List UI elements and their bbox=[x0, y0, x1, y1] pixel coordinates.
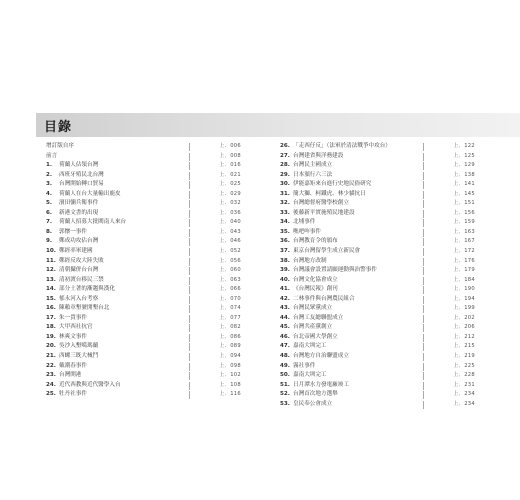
toc-entry-page: 上．036 bbox=[219, 209, 241, 216]
toc-entry-page: 上．070 bbox=[219, 295, 241, 302]
toc-entry-divider bbox=[423, 343, 424, 351]
toc-entry-number: 51. bbox=[280, 381, 290, 388]
toc-entry-divider bbox=[423, 267, 424, 275]
toc-entry-number: 46. bbox=[280, 333, 290, 340]
toc-entry[interactable] bbox=[280, 285, 475, 295]
toc-entry[interactable] bbox=[280, 400, 475, 410]
toc-entry-divider bbox=[189, 181, 190, 189]
toc-entry-divider bbox=[423, 181, 424, 189]
toc-entry-number: 36. bbox=[280, 238, 290, 245]
toc-entry[interactable] bbox=[46, 257, 241, 267]
toc-entry-divider bbox=[423, 229, 424, 237]
toc-entry[interactable] bbox=[46, 362, 241, 372]
toc-entry-number: 10. bbox=[46, 248, 56, 255]
toc-entry-page: 上．231 bbox=[453, 381, 475, 388]
toc-entry-page: 上．194 bbox=[453, 295, 475, 302]
toc-entry-page: 上．008 bbox=[219, 152, 241, 159]
toc-entry-number: 50. bbox=[280, 372, 290, 379]
toc-entry-number: 12. bbox=[46, 267, 56, 274]
toc-entry[interactable] bbox=[280, 180, 475, 190]
toc-entry-title: 部分土著的漸趨與漢化 bbox=[59, 286, 115, 293]
toc-entry-divider bbox=[423, 219, 424, 227]
toc-entry-number: 52. bbox=[280, 391, 290, 398]
toc-heading-banner bbox=[36, 113, 520, 137]
toc-entry[interactable] bbox=[46, 342, 241, 352]
toc-entry-title: 鄭成功攻佔台灣 bbox=[59, 238, 99, 245]
toc-entry-divider bbox=[423, 391, 424, 399]
toc-entry-page: 上．066 bbox=[219, 286, 241, 293]
toc-entry-title: 台灣地方自治聯盟成立 bbox=[293, 353, 349, 360]
toc-entry-number: 11. bbox=[46, 257, 56, 264]
toc-entry-divider bbox=[189, 200, 190, 208]
toc-entry-page: 上．108 bbox=[219, 381, 241, 388]
toc-entry-number: 16. bbox=[46, 305, 56, 312]
toc-entry-number: 17. bbox=[46, 314, 56, 321]
toc-entry-page: 上．102 bbox=[219, 372, 241, 379]
toc-entry[interactable] bbox=[280, 390, 475, 400]
toc-entry-title: 台灣地方改制 bbox=[293, 257, 327, 264]
toc-entry-page: 上．225 bbox=[453, 362, 475, 369]
toc-entry-title: 郁永河入台考察 bbox=[59, 295, 99, 302]
toc-entry-title: 台灣首次地方選舉 bbox=[293, 391, 338, 398]
toc-entry-number: 32. bbox=[280, 200, 290, 207]
toc-entry-number: 39. bbox=[280, 267, 290, 274]
toc-entry-number: 20. bbox=[46, 343, 56, 350]
toc-entry[interactable] bbox=[46, 285, 241, 295]
toc-entry-divider bbox=[189, 353, 190, 361]
toc-entry-divider bbox=[423, 372, 424, 380]
toc-entry-divider bbox=[189, 296, 190, 304]
toc-entry-number: 23. bbox=[46, 372, 56, 379]
toc-entry[interactable] bbox=[280, 142, 475, 152]
toc-entry-divider bbox=[423, 248, 424, 256]
toc-entry-title: 伊能嘉矩來台進行史地民俗研究 bbox=[293, 181, 372, 188]
toc-entry-title: 荷蘭人招募大批閩南人來台 bbox=[59, 219, 127, 226]
toc-entry-divider bbox=[423, 162, 424, 170]
toc-entry-title: 戴潮春事件 bbox=[59, 362, 87, 369]
toc-entry-number: 8. bbox=[46, 228, 53, 235]
toc-entry-page: 上．151 bbox=[453, 200, 475, 207]
toc-entry-page: 上．056 bbox=[219, 257, 241, 264]
toc-column-right bbox=[280, 142, 475, 409]
toc-entry-page: 上．052 bbox=[219, 248, 241, 255]
toc-entry-page: 上．025 bbox=[219, 181, 241, 188]
toc-entry-number: 43. bbox=[280, 305, 290, 312]
toc-entry[interactable] bbox=[46, 199, 241, 209]
toc-entry-number: 18. bbox=[46, 324, 56, 331]
toc-entry-title: 新港文書的出現 bbox=[59, 209, 99, 216]
toc-entry-number: 21. bbox=[46, 353, 56, 360]
toc-entry-title: 台灣共產黨創立 bbox=[293, 324, 333, 331]
toc-entry-number: 27. bbox=[280, 152, 290, 159]
toc-entry-title: 二林事件與台灣農民組合 bbox=[293, 295, 355, 302]
toc-entry-page: 上．199 bbox=[453, 305, 475, 312]
toc-entry-page: 上．125 bbox=[453, 152, 475, 159]
toc-entry[interactable] bbox=[280, 257, 475, 267]
toc-entry[interactable] bbox=[46, 295, 241, 305]
toc-entry-number: 9. bbox=[46, 238, 53, 245]
toc-entry-divider bbox=[423, 210, 424, 218]
toc-entry-divider bbox=[189, 267, 190, 275]
toc-entry-divider bbox=[423, 258, 424, 266]
toc-entry-page: 上．043 bbox=[219, 228, 241, 235]
toc-entry-divider bbox=[189, 305, 190, 313]
toc-entry-divider bbox=[189, 238, 190, 246]
toc-entry-divider bbox=[423, 200, 424, 208]
toc-entry[interactable] bbox=[280, 266, 475, 276]
toc-entry-title: 鄭經反攻大陸失敗 bbox=[59, 257, 104, 264]
toc-entry-number: 4. bbox=[46, 190, 53, 197]
toc-entry-title: 增訂版自序 bbox=[46, 143, 74, 149]
toc-entry-title: 東京台灣留學生成立新民會 bbox=[293, 248, 361, 255]
toc-entry[interactable] bbox=[280, 304, 475, 314]
toc-entry-title: 朱一貴事件 bbox=[59, 314, 87, 321]
toc-entry-title: 荷蘭人在台大量輸出鹿皮 bbox=[59, 190, 121, 197]
toc-entry-divider bbox=[189, 286, 190, 294]
toc-entry-title: 後藤新平實施殖民地建設 bbox=[293, 209, 355, 216]
toc-column-left bbox=[46, 142, 241, 400]
toc-heading: 目錄 bbox=[44, 120, 73, 135]
toc-entry-page: 上．176 bbox=[453, 257, 475, 264]
toc-entry[interactable] bbox=[280, 171, 475, 181]
toc-entry-number: 19. bbox=[46, 333, 56, 340]
toc-entry[interactable] bbox=[280, 381, 475, 391]
toc-entry-title: 郭懷一事件 bbox=[59, 228, 87, 235]
toc-entry-page: 上．179 bbox=[453, 267, 475, 274]
toc-entry-number: 30. bbox=[280, 181, 290, 188]
toc-entry-divider bbox=[423, 315, 424, 323]
toc-entry[interactable] bbox=[280, 333, 475, 343]
toc-entry-number: 44. bbox=[280, 314, 290, 321]
toc-entry-number: 47. bbox=[280, 343, 290, 350]
toc-entry-number: 1. bbox=[46, 162, 53, 169]
toc-entry-divider bbox=[189, 334, 190, 342]
toc-entry-title: 皇民奉公會成立 bbox=[293, 400, 333, 407]
toc-entry-divider bbox=[423, 191, 424, 199]
toc-entry-title: 台灣議會設置請願運動與治警事件 bbox=[293, 267, 377, 274]
toc-entry[interactable] bbox=[46, 276, 241, 286]
toc-entry-number: 22. bbox=[46, 362, 56, 369]
toc-entry-page: 上．156 bbox=[453, 209, 475, 216]
toc-entry-title: 北埔事件 bbox=[293, 219, 316, 226]
toc-entry-divider bbox=[189, 248, 190, 256]
toc-entry-title: 大甲西社抗官 bbox=[59, 324, 93, 331]
toc-entry-divider bbox=[423, 238, 424, 246]
toc-entry-page: 上．116 bbox=[219, 391, 241, 398]
toc-entry-title: 霧社事件 bbox=[293, 362, 316, 369]
toc-entry-page: 上．167 bbox=[453, 238, 475, 245]
toc-entry-divider bbox=[189, 391, 190, 399]
toc-entry-title: 《台灣民報》創刊 bbox=[293, 286, 338, 293]
toc-entry-number: 37. bbox=[280, 248, 290, 255]
toc-entry-divider bbox=[423, 286, 424, 294]
toc-entry-number: 2. bbox=[46, 171, 53, 178]
toc-entry[interactable] bbox=[280, 352, 475, 362]
toc-entry[interactable] bbox=[46, 237, 241, 247]
toc-entry-number: 38. bbox=[280, 257, 290, 264]
toc-entry[interactable] bbox=[46, 390, 241, 400]
toc-entry-title: 鄭經率軍建國 bbox=[59, 248, 93, 255]
toc-entry-page: 上．122 bbox=[453, 143, 475, 149]
toc-entry-divider bbox=[189, 191, 190, 199]
toc-entry-title: 近代西教與近代醫學入台 bbox=[59, 381, 121, 388]
toc-entry-page: 上．077 bbox=[219, 314, 241, 321]
toc-entry-page: 上．046 bbox=[219, 238, 241, 245]
toc-entry-number: 5. bbox=[46, 200, 53, 207]
toc-entry-page: 上．086 bbox=[219, 333, 241, 340]
toc-entry[interactable] bbox=[46, 209, 241, 219]
toc-entry-number: 6. bbox=[46, 209, 53, 216]
toc-entry-number: 28. bbox=[280, 162, 290, 169]
toc-entry-page: 上．234 bbox=[453, 391, 475, 398]
toc-entry-page: 上．190 bbox=[453, 286, 475, 293]
toc-entry-number: 40. bbox=[280, 276, 290, 283]
toc-entry-page: 上．206 bbox=[453, 324, 475, 331]
toc-entry-number: 34. bbox=[280, 219, 290, 226]
toc-entry-divider bbox=[189, 143, 190, 151]
toc-entry[interactable] bbox=[280, 362, 475, 372]
toc-entry[interactable] bbox=[280, 228, 475, 238]
toc-entry[interactable] bbox=[280, 209, 475, 219]
toc-entry-title: 清初渡台移民三禁 bbox=[59, 276, 104, 283]
toc-entry-title: 西螺三既大械鬥 bbox=[59, 353, 99, 360]
toc-entry-title: 台灣文化協會成立 bbox=[293, 276, 338, 283]
toc-entry-title: 嘉南大圳完工 bbox=[293, 372, 327, 379]
toc-entry[interactable] bbox=[46, 352, 241, 362]
toc-entry-page: 上．021 bbox=[219, 171, 241, 178]
toc-entry-page: 上．163 bbox=[453, 228, 475, 235]
toc-entry-title: 前言 bbox=[46, 152, 58, 159]
toc-entry-divider bbox=[189, 324, 190, 332]
toc-entry-number: 26. bbox=[280, 143, 290, 149]
toc-entry-divider bbox=[423, 143, 424, 151]
toc-entry-divider bbox=[423, 277, 424, 285]
toc-entry-title: 西班牙殖民北台灣 bbox=[59, 171, 104, 178]
toc-entry-divider bbox=[423, 296, 424, 304]
toc-entry-title: 清朝攝併台台灣 bbox=[59, 267, 99, 274]
toc-entry[interactable] bbox=[280, 199, 475, 209]
toc-entry[interactable] bbox=[280, 295, 475, 305]
toc-entry[interactable] bbox=[280, 218, 475, 228]
toc-entry-page: 上．219 bbox=[453, 353, 475, 360]
toc-entry-page: 上．138 bbox=[453, 171, 475, 178]
toc-entry[interactable] bbox=[46, 228, 241, 238]
toc-entry-page: 上．063 bbox=[219, 276, 241, 283]
toc-entry-divider bbox=[423, 334, 424, 342]
toc-entry-number: 41. bbox=[280, 286, 290, 293]
toc-entry-number: 33. bbox=[280, 209, 290, 216]
toc-entry-page: 上．234 bbox=[453, 400, 475, 407]
toc-entry[interactable] bbox=[46, 381, 241, 391]
toc-entry-number: 42. bbox=[280, 295, 290, 302]
toc-entry[interactable] bbox=[46, 161, 241, 171]
toc-entry-page: 上．129 bbox=[453, 162, 475, 169]
toc-entry-number: 45. bbox=[280, 324, 290, 331]
toc-entry-number: 49. bbox=[280, 362, 290, 369]
toc-entry-page: 上．172 bbox=[453, 248, 475, 255]
toc-entry-title: 台灣開始轉口貿易 bbox=[59, 181, 104, 188]
toc-entry-title: 濱田彌兵衛事件 bbox=[59, 200, 99, 207]
toc-entry[interactable] bbox=[280, 161, 475, 171]
toc-entry[interactable] bbox=[280, 314, 475, 324]
toc-entry-divider bbox=[423, 363, 424, 371]
toc-entry-page: 上．016 bbox=[219, 162, 241, 169]
toc-entry-page: 上．082 bbox=[219, 324, 241, 331]
toc-entry-page: 上．184 bbox=[453, 276, 475, 283]
toc-entry-title: 台灣總督府醫學校創立 bbox=[293, 200, 349, 207]
toc-entry-page: 上．032 bbox=[219, 200, 241, 207]
toc-entry-divider bbox=[189, 153, 190, 161]
toc-entry[interactable] bbox=[46, 152, 241, 162]
toc-entry-page: 上．159 bbox=[453, 219, 475, 226]
toc-entry-number: 31. bbox=[280, 190, 290, 197]
toc-entry-divider bbox=[423, 172, 424, 180]
toc-entry-page: 上．074 bbox=[219, 305, 241, 312]
toc-entry-page: 上．006 bbox=[219, 143, 241, 149]
toc-entry-page: 上．098 bbox=[219, 362, 241, 369]
toc-entry-title: 「走西仔反」（法軍於清法戰爭中攻台） bbox=[293, 143, 391, 149]
toc-entry-divider bbox=[189, 372, 190, 380]
toc-entry[interactable] bbox=[46, 190, 241, 200]
toc-entry-divider bbox=[189, 277, 190, 285]
toc-entry-divider bbox=[423, 305, 424, 313]
toc-entry-title: 台灣民眾黨成立 bbox=[293, 305, 333, 312]
toc-entry-divider bbox=[423, 324, 424, 332]
toc-entry[interactable] bbox=[280, 371, 475, 381]
toc-entry-page: 上．202 bbox=[453, 314, 475, 321]
toc-entry-title: 吳沙入墾噶瑪蘭 bbox=[59, 343, 99, 350]
toc-entry-divider bbox=[189, 162, 190, 170]
toc-entry-page: 上．089 bbox=[219, 343, 241, 350]
toc-entry-number: 35. bbox=[280, 228, 290, 235]
toc-entry[interactable] bbox=[280, 190, 475, 200]
toc-entry-number: 14. bbox=[46, 286, 56, 293]
toc-entry[interactable] bbox=[46, 323, 241, 333]
toc-entry-divider bbox=[189, 210, 190, 218]
toc-entry-page: 上．060 bbox=[219, 267, 241, 274]
toc-entry[interactable] bbox=[280, 152, 475, 162]
toc-entry-divider bbox=[189, 219, 190, 227]
toc-entry[interactable] bbox=[46, 247, 241, 257]
toc-entry[interactable] bbox=[46, 266, 241, 276]
toc-entry[interactable] bbox=[46, 180, 241, 190]
toc-entry-divider bbox=[189, 315, 190, 323]
toc-entry[interactable] bbox=[46, 371, 241, 381]
toc-entry-page: 上．212 bbox=[453, 333, 475, 340]
toc-entry-title: 台北帝國大學創立 bbox=[293, 333, 338, 340]
toc-entry-divider bbox=[189, 382, 190, 390]
toc-entry-divider bbox=[189, 172, 190, 180]
toc-entry-divider bbox=[423, 153, 424, 161]
toc-entry-page: 上．228 bbox=[453, 372, 475, 379]
toc-entry-title: 簡大獅、柯鐵虎、林少貓抗日 bbox=[293, 190, 366, 197]
toc-entry-page: 上．145 bbox=[453, 190, 475, 197]
toc-entry-title: 台灣開港 bbox=[59, 372, 82, 379]
toc-entry[interactable] bbox=[280, 247, 475, 257]
toc-entry-divider bbox=[189, 229, 190, 237]
toc-entry[interactable] bbox=[46, 218, 241, 228]
toc-entry-number: 15. bbox=[46, 295, 56, 302]
toc-entry[interactable] bbox=[46, 171, 241, 181]
toc-entry-number: 48. bbox=[280, 353, 290, 360]
toc-entry-divider bbox=[423, 353, 424, 361]
toc-entry-title: 陳賴章墾號開墾台北 bbox=[59, 305, 110, 312]
toc-entry-title: 牡丹社事件 bbox=[59, 391, 87, 398]
toc-entry[interactable] bbox=[46, 304, 241, 314]
toc-entry-title: 台灣教育令的頒布 bbox=[293, 238, 338, 245]
toc-entry-page: 上．040 bbox=[219, 219, 241, 226]
toc-entry[interactable] bbox=[280, 342, 475, 352]
toc-entry[interactable] bbox=[280, 323, 475, 333]
toc-entry-title: 林爽文事件 bbox=[59, 333, 87, 340]
toc-entry-number: 25. bbox=[46, 391, 56, 398]
toc-entry[interactable] bbox=[280, 276, 475, 286]
toc-entry-title: 日本頒行六三法 bbox=[293, 171, 333, 178]
toc-entry-page: 上．215 bbox=[453, 343, 475, 350]
toc-entry-divider bbox=[423, 401, 424, 409]
toc-entry[interactable] bbox=[280, 237, 475, 247]
toc-entry-divider bbox=[189, 343, 190, 351]
toc-entry[interactable] bbox=[46, 314, 241, 324]
toc-entry-divider bbox=[189, 363, 190, 371]
toc-entry-divider bbox=[189, 258, 190, 266]
toc-entry-title: 台灣建省與洋務建設 bbox=[293, 152, 344, 159]
toc-entry-number: 29. bbox=[280, 171, 290, 178]
toc-entry-number: 3. bbox=[46, 181, 53, 188]
toc-entry-page: 上．094 bbox=[219, 353, 241, 360]
toc-entry-title: 荷蘭人佔領台灣 bbox=[59, 162, 99, 169]
toc-entry-number: 53. bbox=[280, 400, 290, 407]
toc-entry-title: 噍吧哖事件 bbox=[293, 228, 321, 235]
toc-entry-title: 日月潭水力發電廠竣工 bbox=[293, 381, 349, 388]
toc-entry[interactable] bbox=[46, 333, 241, 343]
toc-entry-title: 台灣工友總聯盟成立 bbox=[293, 314, 344, 321]
toc-entry-number: 24. bbox=[46, 381, 56, 388]
toc-entry[interactable] bbox=[46, 142, 241, 152]
toc-entry-divider bbox=[423, 382, 424, 390]
toc-entry-page: 上．029 bbox=[219, 190, 241, 197]
toc-entry-number: 13. bbox=[46, 276, 56, 283]
toc-entry-page: 上．141 bbox=[453, 181, 475, 188]
toc-entry-number: 7. bbox=[46, 219, 53, 226]
toc-entry-title: 台灣民主國成立 bbox=[293, 162, 333, 169]
toc-entry-title: 嘉南大圳完工 bbox=[293, 343, 327, 350]
